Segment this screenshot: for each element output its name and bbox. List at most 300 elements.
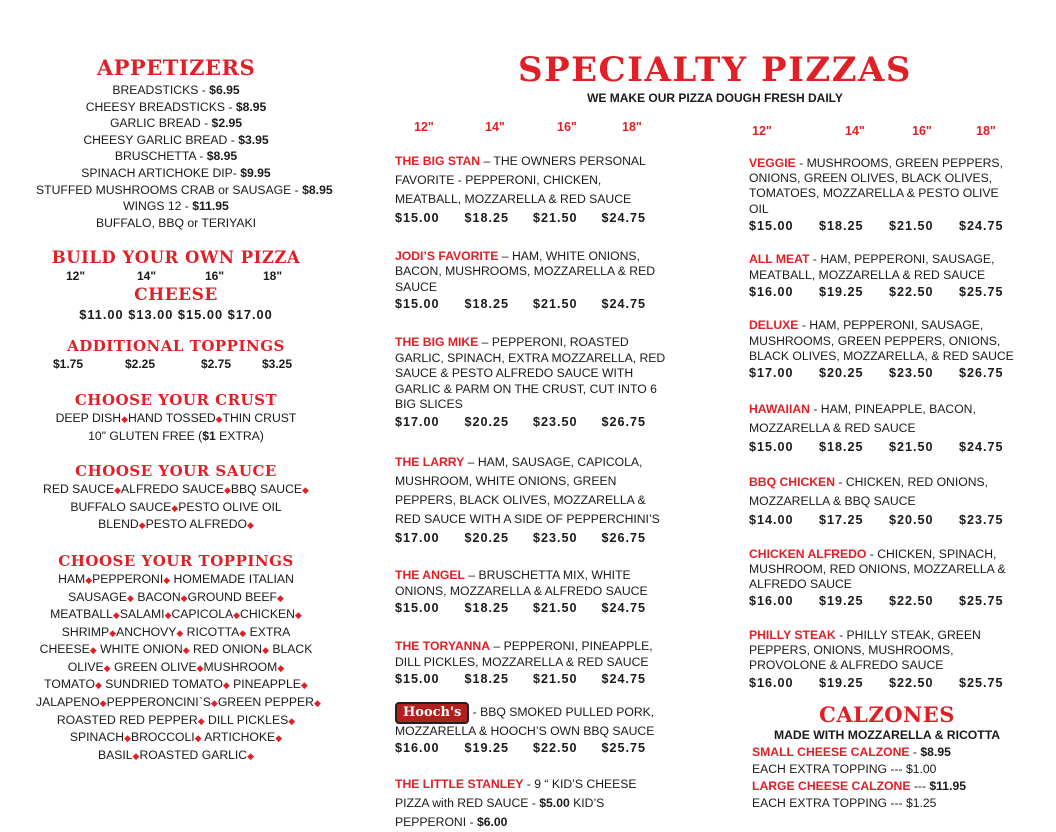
appetizer-item (36, 198, 316, 215)
byo-title: BUILD YOUR OWN PIZZA (51, 248, 301, 268)
price-row (749, 513, 1019, 529)
pizza-price: $15.00 (749, 218, 794, 233)
appetizer-name: BRUSCHETTA - (114, 149, 207, 164)
large-calzone (752, 778, 1019, 795)
pizza-price: $24.75 (601, 211, 647, 225)
appetizer-price: $8.95 (302, 182, 333, 197)
appetizer-list (36, 82, 333, 215)
pizza-price: $21.50 (532, 672, 578, 687)
option-text: DEEP DISH (55, 410, 122, 425)
pizza-item (749, 156, 1019, 234)
toppings-line (36, 641, 316, 659)
byo-size-14: 14" (137, 269, 157, 284)
topping-text: SALAMI (119, 607, 165, 622)
pizza-description (395, 702, 670, 740)
option-text: ALFREDO SAUCE (121, 482, 224, 497)
topping-text: PEPPERONI (92, 571, 164, 586)
cheese-price-14: $13.00 (128, 307, 174, 323)
pizza-price: $20.25 (464, 530, 510, 545)
price-row (395, 531, 670, 547)
bullet-icon: ◆ (109, 627, 117, 638)
mid-size-12: 12" (414, 120, 434, 134)
gluten-free-extra: EXTRA) (215, 428, 264, 443)
sauce-options-3 (36, 516, 316, 534)
topping-text: HOMEMADE ITALIAN (170, 571, 294, 586)
kids-cheese-price: $5.00 (539, 795, 570, 810)
bullet-icon: ◆ (164, 610, 172, 621)
calzones-subtitle: MADE WITH MOZZARELLA & RICOTTA (773, 728, 1001, 743)
pizza-price: $16.00 (749, 594, 794, 609)
pizza-price: $15.00 (395, 211, 440, 225)
option-text: BBQ SAUCE (230, 482, 303, 497)
appetizer-price: $11.95 (192, 199, 229, 214)
wings-note: BUFFALO, BBQ or TERIYAKI (95, 215, 257, 230)
toppings-list (36, 571, 321, 765)
pizza-item (395, 249, 670, 313)
hoochs-logo: Hooch's (395, 702, 469, 724)
byo-size-16: 16" (205, 269, 225, 284)
price-row (395, 297, 670, 313)
topping-text: EXTRA (246, 624, 291, 639)
pizza-description (395, 152, 670, 209)
price-row (395, 211, 670, 227)
bullet-icon: ◆ (314, 698, 321, 709)
pizza-name: THE LARRY (395, 454, 465, 469)
appetizer-item (36, 115, 316, 132)
pizza-desc: - 9 “ KID’S CHEESE PIZZA with RED SAUCE - (395, 776, 637, 810)
right-size-16: 16" (912, 124, 932, 138)
pizza-price: $21.50 (532, 601, 578, 616)
bullet-icon: ◆ (163, 574, 171, 585)
topping-text: SPINACH (69, 730, 125, 745)
bullet-icon: ◆ (196, 662, 204, 673)
pizza-description (395, 453, 670, 529)
calzones-title: CALZONES (819, 702, 955, 728)
option-text: HAND TOSSED (128, 410, 216, 425)
topping-text: PEPPERONCINI`S (106, 695, 211, 710)
bullet-icon: ◆ (197, 715, 205, 726)
topping-text: SHRIMP (61, 624, 110, 639)
pizza-price: $15.00 (749, 439, 794, 454)
pizza-name: THE ANGEL (395, 568, 465, 583)
bullet-icon: ◆ (276, 592, 284, 603)
gluten-free-price: $1 (202, 428, 216, 443)
toppings-line (36, 606, 316, 624)
pizza-price: $18.25 (464, 211, 510, 225)
topping-price-14: $2.25 (125, 356, 156, 371)
option-text: BUFFALO SAUCE (70, 499, 172, 514)
pizza-price: $26.75 (601, 530, 647, 545)
pizza-name: BBQ CHICKEN (749, 475, 835, 490)
pizza-price: $23.75 (959, 513, 1004, 528)
pizza-name: THE TORYANNA (395, 638, 491, 653)
topping-text: BROCCOLI (130, 730, 195, 745)
middle-column (395, 152, 670, 832)
pizza-description (749, 252, 1019, 282)
mid-size-14: 14" (485, 120, 505, 134)
pizza-price: $19.25 (819, 284, 864, 299)
sauce-options-1 (36, 481, 316, 499)
pizza-price: $15.00 (395, 672, 440, 687)
pizza-item (395, 152, 670, 227)
appetizer-name: CHEESY GARLIC BREAD - (83, 132, 239, 147)
pizza-desc: KID’S PEPPERONI - (395, 795, 605, 829)
pizza-description (749, 318, 1019, 364)
gluten-free-note (36, 428, 316, 445)
pizza-description (395, 639, 670, 670)
small-calzone-price: $8.95 (920, 745, 951, 760)
topping-text: RICOTTA (183, 624, 240, 639)
price-row (749, 366, 1019, 382)
pizza-price: $23.50 (532, 530, 578, 545)
pizza-price: $18.25 (819, 218, 864, 233)
byo-sizes (36, 268, 316, 285)
cheese-price-12: $11.00 (79, 307, 124, 323)
bullet-icon: ◆ (114, 485, 122, 496)
right-size-12: 12" (752, 124, 772, 138)
small-calzone (752, 744, 1019, 761)
topping-text: ROASTED GARLIC (139, 747, 248, 762)
pizza-price: $20.25 (819, 366, 864, 381)
pizza-price: $25.75 (959, 594, 1004, 609)
pizza-desc: - MUSHROOMS, GREEN PEPPERS, ONIONS, GREEN OLIVES, BLACK OLIVES, TOMATOES, MOZZARELLA & PESTO OLIVE OIL (749, 156, 1003, 216)
bullet-icon: ◆ (300, 680, 308, 691)
bullet-icon: ◆ (182, 645, 190, 656)
appetizer-price: $9.95 (240, 165, 271, 180)
small-calzone-name: SMALL CHEESE CALZONE (752, 745, 910, 760)
pizza-price: $17.00 (749, 366, 794, 381)
topping-text: DILL PICKLES (204, 712, 289, 727)
pizza-item (395, 335, 670, 431)
topping-text: MUSHROOM (203, 659, 278, 674)
pizza-price: $21.50 (532, 297, 578, 312)
pizza-description (749, 547, 1019, 593)
pizza-description (749, 628, 1019, 674)
appetizer-item (36, 182, 333, 199)
mid-size-16: 16" (557, 120, 577, 134)
pizza-price: $18.25 (464, 672, 510, 687)
pizza-price: $24.75 (959, 218, 1004, 233)
pizza-price: $24.75 (601, 672, 647, 687)
appetizer-name: CHEESY BREADSTICKS - (85, 99, 236, 114)
pizza-desc: – HAM, WHITE ONIONS, BACON, MUSHROOMS, MOZZARELLA & RED SAUCE (395, 248, 656, 294)
option-text: THIN CRUST (222, 410, 297, 425)
large-calzone-sep: --- (910, 779, 930, 794)
option-text: RED SAUCE (43, 482, 115, 497)
bullet-icon: ◆ (239, 627, 247, 638)
pizza-price: $22.50 (889, 675, 934, 690)
large-calzone-name: LARGE CHEESE CALZONE (752, 779, 911, 794)
small-calzone-extra: EACH EXTRA TOPPING --- $1.00 (752, 762, 937, 777)
topping-text: TOMATO (44, 677, 95, 692)
pizza-price: $17.00 (395, 414, 440, 429)
bullet-icon: ◆ (294, 610, 302, 621)
bullet-icon: ◆ (94, 680, 102, 691)
appetizer-item (36, 132, 316, 149)
pizza-price: $14.00 (749, 513, 794, 528)
appetizer-item (36, 148, 316, 165)
topping-text: HAM (58, 571, 86, 586)
toppings-line (36, 676, 316, 694)
pizza-name: HAWAIIAN (749, 401, 810, 416)
mid-size-18: 18" (622, 120, 642, 134)
bullet-icon: ◆ (85, 574, 93, 585)
topping-text: CHEESE (39, 642, 90, 657)
pizza-description (395, 568, 670, 599)
bullet-icon: ◆ (112, 610, 120, 621)
page-subtitle: WE MAKE OUR PIZZA DOUGH FRESH DAILY (587, 91, 843, 105)
bullet-icon: ◆ (124, 733, 131, 744)
pizza-price: $16.00 (395, 741, 440, 756)
topping-text: GROUND BEEF (187, 589, 277, 604)
calzones-section (752, 703, 1019, 812)
appetizer-price: $2.95 (211, 116, 243, 131)
bullet-icon: ◆ (132, 750, 140, 761)
cheese-price-18: $17.00 (227, 307, 273, 323)
bullet-icon: ◆ (210, 698, 218, 709)
option-text: PESTO ALFREDO (145, 517, 247, 532)
pizza-desc: - CHICKEN, SPINACH, MUSHROOM, RED ONIONS, MOZZARELLA & ALFREDO SAUCE (749, 546, 1006, 592)
toppings-line (36, 659, 316, 677)
pizza-item (749, 628, 1019, 691)
topping-text: PINEAPPLE (229, 677, 301, 692)
pizza-price: $25.75 (601, 741, 647, 756)
bullet-icon: ◆ (127, 592, 134, 603)
pizza-price: $26.75 (959, 366, 1004, 381)
toppings-line (36, 729, 316, 747)
bullet-icon: ◆ (233, 610, 241, 621)
kids-pepperoni-price: $6.00 (476, 814, 508, 829)
right-size-18: 18" (976, 124, 996, 138)
toppings-line (36, 694, 321, 712)
pizza-item (395, 568, 670, 617)
price-row (395, 672, 670, 688)
cheese-title: CHEESE (134, 285, 218, 306)
pizza-name: VEGGIE (749, 156, 796, 170)
pizza-price: $19.25 (819, 594, 864, 609)
topping-text: BASIL (97, 747, 133, 762)
topping-text: CAPICOLA (171, 607, 234, 622)
sauce-options-2 (36, 499, 316, 517)
bullet-icon: ◆ (302, 485, 309, 496)
pizza-description (749, 156, 1019, 217)
pizza-price: $23.50 (889, 366, 934, 381)
pizza-price: $21.50 (889, 218, 934, 233)
topping-text: SAUSAGE (68, 589, 128, 604)
appetizer-price: $8.95 (235, 99, 267, 114)
pizza-item (749, 252, 1019, 300)
pizza-price: $18.25 (819, 439, 864, 454)
pizza-item (395, 639, 670, 688)
price-row (395, 415, 670, 431)
price-row (749, 219, 1019, 235)
pizza-desc: - HAM, PEPPERONI, SAUSAGE, MUSHROOMS, GREEN PEPPERS, ONIONS, BLACK OLIVES, MOZZARELLA, & RED SAUCE (749, 318, 1014, 363)
topping-text: BACON (133, 589, 181, 604)
pizza-description (395, 335, 670, 413)
page-title: SPECIALTY PIZZAS (518, 50, 912, 90)
pizza-name: CHICKEN ALFREDO (749, 546, 867, 561)
pizza-description (395, 249, 670, 296)
pizza-item (749, 400, 1019, 456)
pizza-desc: – THE OWNERS PERSONAL FAVORITE - PEPPERONI, CHICKEN, MEATBALL, MOZZARELLA & RED SAUCE (395, 154, 646, 206)
pizza-price: $26.75 (601, 414, 647, 429)
pizza-item (749, 547, 1019, 610)
pizza-price: $21.50 (889, 439, 934, 454)
pizza-price: $19.25 (819, 675, 864, 690)
pizza-item (395, 453, 670, 547)
pizza-price: $17.00 (395, 530, 440, 545)
pizza-name: PHILLY STEAK (749, 628, 836, 642)
topping-text: SUNDRIED TOMATO (101, 677, 223, 692)
pizza-desc: – BRUSCHETTA MIX, WHITE ONIONS, MOZZARELLA & ALFREDO SAUCE (395, 568, 648, 598)
appetizer-price: $3.95 (238, 132, 269, 147)
pizza-item (749, 473, 1019, 529)
specialty-header (470, 50, 960, 105)
pizza-description (749, 473, 1019, 511)
bullet-icon: ◆ (194, 733, 202, 744)
price-row (749, 676, 1019, 692)
pizza-name: ALL MEAT (749, 252, 810, 267)
bullet-icon: ◆ (180, 592, 188, 603)
pizza-desc: - CHICKEN, RED ONIONS, MOZZARELLA & BBQ SAUCE (749, 475, 989, 509)
pizza-price: $25.75 (959, 284, 1004, 299)
crust-options (36, 410, 316, 428)
pizza-name: DELUXE (749, 318, 799, 333)
appetizer-price: $8.95 (206, 149, 238, 164)
sauce-title: CHOOSE YOUR SAUCE (75, 462, 277, 481)
topping-text: BLACK (268, 642, 313, 657)
bullet-icon: ◆ (277, 662, 285, 673)
pizza-price: $24.75 (959, 439, 1004, 454)
appetizer-name: GARLIC BREAD - (109, 116, 212, 131)
appetizer-price: $6.95 (209, 83, 240, 97)
bullet-icon: ◆ (275, 733, 283, 744)
option-text: PESTO OLIVE OIL (178, 499, 282, 514)
bullet-icon: ◆ (121, 413, 129, 424)
price-row (749, 594, 1019, 610)
gluten-free-text: 10" GLUTEN FREE ( (88, 428, 203, 443)
bullet-icon: ◆ (99, 698, 107, 709)
topping-text: ROASTED RED PEPPER (56, 712, 198, 727)
right-column (749, 156, 1019, 812)
appetizer-name: WINGS 12 - (123, 199, 193, 214)
toppings-title: CHOOSE YOUR TOPPINGS (58, 551, 294, 570)
cheese-prices (36, 307, 316, 324)
pizza-price: $24.75 (601, 297, 647, 312)
pizza-price: $15.00 (395, 601, 440, 616)
pizza-price: $25.75 (959, 675, 1004, 690)
right-size-14: 14" (845, 124, 865, 138)
appetizer-name: SPINACH ARTICHOKE DIP- (81, 165, 241, 180)
topping-text: RED ONION (189, 642, 263, 657)
small-calzone-sep: - (909, 745, 921, 760)
byo-size-18: 18" (263, 269, 283, 284)
additional-toppings-prices (36, 356, 316, 373)
bullet-icon: ◆ (176, 627, 184, 638)
bullet-icon: ◆ (262, 645, 269, 656)
appetizer-item (36, 99, 316, 116)
pizza-price: $15.00 (395, 297, 440, 312)
large-calzone-price: $11.95 (929, 779, 967, 794)
pizza-desc: - BBQ SMOKED PULLED PORK, MOZZARELLA & HOOCH’S OWN BBQ SAUCE (395, 704, 655, 738)
price-row (749, 285, 1019, 301)
topping-price-12: $1.75 (53, 356, 84, 371)
topping-text: JALAPENO (36, 695, 100, 710)
bullet-icon: ◆ (247, 520, 254, 531)
pizza-price: $22.50 (889, 594, 934, 609)
price-row (749, 440, 1019, 456)
additional-toppings-title: ADDITIONAL TOPPINGS (67, 336, 285, 355)
pizza-price: $21.50 (532, 211, 578, 225)
option-text: BLEND (98, 517, 139, 532)
little-stanley-item (395, 775, 670, 832)
pizza-desc: – PEPPERONI, PINEAPPLE, DILL PICKLES, MOZZARELLA & RED SAUCE (395, 638, 653, 669)
large-calzone-extra: EACH EXTRA TOPPING --- $1.25 (752, 796, 937, 811)
pizza-price: $16.00 (749, 675, 794, 690)
bullet-icon: ◆ (171, 502, 179, 513)
appetizer-item (36, 165, 316, 182)
pizza-price: $19.25 (464, 741, 510, 756)
pizza-price: $18.25 (464, 601, 510, 616)
bullet-icon: ◆ (103, 662, 111, 673)
toppings-line (36, 571, 316, 589)
topping-price-16: $2.75 (201, 356, 232, 371)
pizza-description (749, 400, 1019, 438)
appetizer-name: BREADSTICKS - (112, 83, 210, 97)
pizza-name: THE BIG STAN (395, 154, 481, 168)
toppings-line (36, 589, 316, 607)
appetizer-name: STUFFED MUSHROOMS CRAB or SAUSAGE - (36, 182, 303, 197)
topping-text: ARTICHOKE (201, 730, 276, 745)
pizza-name: THE BIG MIKE (395, 334, 479, 349)
topping-text: CHICKEN (240, 607, 295, 622)
bullet-icon: ◆ (224, 485, 231, 496)
price-row (395, 601, 670, 617)
pizza-price: $20.50 (889, 513, 934, 528)
pizza-price: $20.25 (464, 414, 510, 429)
bullet-icon: ◆ (89, 645, 97, 656)
byo-size-12: 12" (66, 269, 86, 284)
toppings-line (36, 747, 316, 765)
pizza-desc: - HAM, PINEAPPLE, BACON, MOZZARELLA & RED SAUCE (749, 401, 976, 435)
topping-price-18: $3.25 (262, 356, 293, 371)
pizza-price: $22.50 (889, 284, 934, 299)
bullet-icon: ◆ (138, 520, 146, 531)
toppings-line (36, 712, 316, 730)
pizza-name: JODI’S FAVORITE (395, 248, 499, 263)
pizza-desc: – HAM, SAUSAGE, CAPICOLA, MUSHROOM, WHITE ONIONS, GREEN PEPPERS, BLACK OLIVES, MOZZARELLA & RED SAUCE WITH A SIDE OF PEPPERCHINI’S (395, 454, 660, 526)
toppings-line (36, 624, 316, 642)
appetizers-title: APPETIZERS (96, 55, 256, 80)
pizza-item (749, 318, 1019, 381)
topping-text: OLIVE (67, 659, 104, 674)
cheese-price-16: $15.00 (177, 307, 224, 323)
topping-text: GREEN OLIVE (110, 659, 197, 674)
left-column (36, 55, 333, 764)
topping-text: GREEN PEPPER (217, 695, 314, 710)
pizza-price: $24.75 (601, 601, 647, 616)
pizza-desc: - PHILLY STEAK, GREEN PEPPERS, ONIONS, MUSHROOMS, PROVOLONE & ALFREDO SAUCE (749, 628, 981, 673)
bullet-icon: ◆ (222, 680, 230, 691)
bullet-icon: ◆ (247, 750, 255, 761)
price-row (395, 741, 670, 757)
pizza-price: $16.00 (749, 284, 794, 299)
pizza-price: $23.50 (532, 414, 578, 429)
pizza-price: $18.25 (464, 297, 510, 312)
pizza-price: $22.50 (532, 741, 578, 756)
topping-text: MEATBALL (50, 607, 113, 622)
pizza-desc: - HAM, PEPPERONI, SAUSAGE, MEATBALL, MOZZARELLA & RED SAUCE (749, 252, 995, 282)
